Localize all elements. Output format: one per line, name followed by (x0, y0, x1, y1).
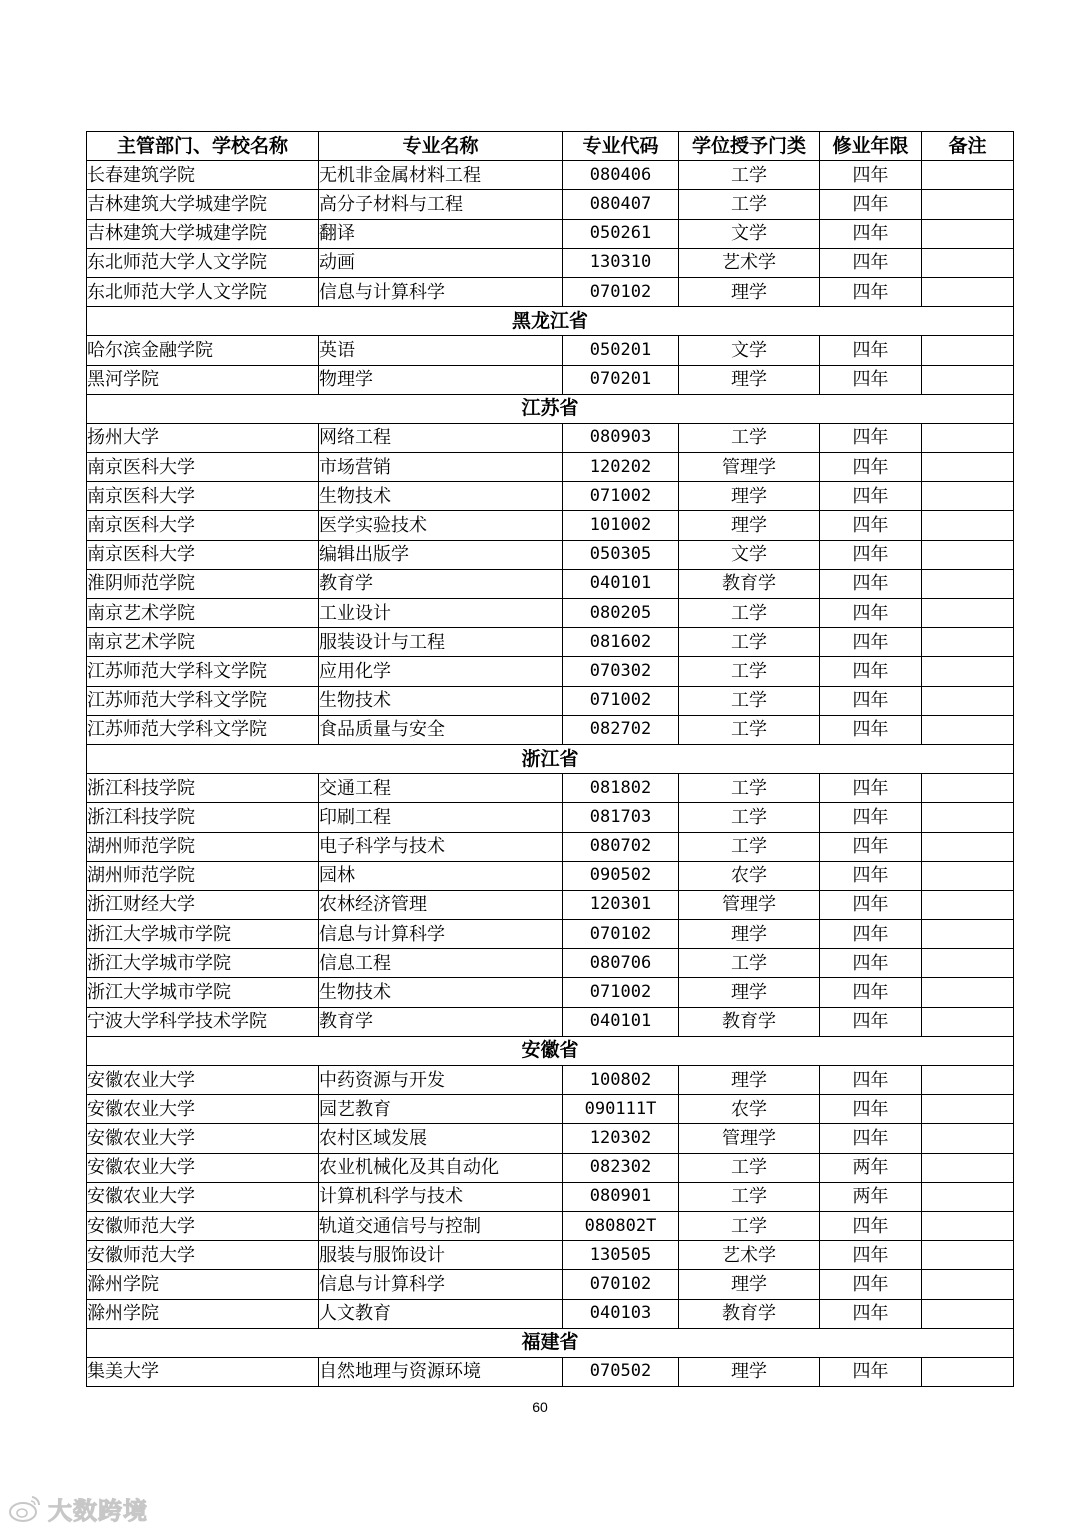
code-cell: 050201 (563, 336, 679, 365)
major-cell: 信息工程 (319, 949, 563, 978)
table-row (87, 1357, 1014, 1386)
degree-cell: 工学 (679, 190, 820, 219)
degree-cell: 工学 (679, 774, 820, 803)
school-cell: 滁州学院 (87, 1299, 319, 1328)
duration-cell: 四年 (820, 540, 922, 569)
header-remarks: 备注 (922, 132, 1014, 161)
remarks-cell (922, 715, 1014, 744)
school-cell: 南京医科大学 (87, 511, 319, 540)
remarks-cell (922, 920, 1014, 949)
major-cell: 高分子材料与工程 (319, 190, 563, 219)
degree-cell: 工学 (679, 686, 820, 715)
degree-cell: 工学 (679, 161, 820, 190)
school-cell: 南京医科大学 (87, 482, 319, 511)
code-cell: 071002 (563, 482, 679, 511)
major-cell: 编辑出版学 (319, 540, 563, 569)
remarks-cell (922, 832, 1014, 861)
duration-cell: 四年 (820, 686, 922, 715)
table-row (87, 715, 1014, 744)
major-cell: 生物技术 (319, 482, 563, 511)
school-cell: 浙江财经大学 (87, 890, 319, 919)
duration-cell: 四年 (820, 511, 922, 540)
school-cell: 南京艺术学院 (87, 628, 319, 657)
major-cell: 网络工程 (319, 423, 563, 452)
table-row (87, 453, 1014, 482)
degree-cell: 理学 (679, 365, 820, 394)
duration-cell: 四年 (820, 1211, 922, 1240)
degree-cell: 理学 (679, 1066, 820, 1095)
school-cell: 安徽农业大学 (87, 1124, 319, 1153)
duration-cell: 四年 (820, 190, 922, 219)
code-cell: 080205 (563, 599, 679, 628)
major-cell: 教育学 (319, 569, 563, 598)
degree-cell: 理学 (679, 511, 820, 540)
major-cell: 交通工程 (319, 774, 563, 803)
remarks-cell (922, 336, 1014, 365)
school-cell: 湖州师范学院 (87, 861, 319, 890)
code-cell: 082302 (563, 1153, 679, 1182)
degree-cell: 工学 (679, 1153, 820, 1182)
school-cell: 吉林建筑大学城建学院 (87, 190, 319, 219)
table-row (87, 277, 1014, 306)
degree-cell: 理学 (679, 978, 820, 1007)
duration-cell: 四年 (820, 774, 922, 803)
major-cell: 园林 (319, 861, 563, 890)
major-cell: 应用化学 (319, 657, 563, 686)
remarks-cell (922, 248, 1014, 277)
major-cell: 医学实验技术 (319, 511, 563, 540)
duration-cell: 四年 (820, 1066, 922, 1095)
code-cell: 080406 (563, 161, 679, 190)
table-row (87, 686, 1014, 715)
weibo-logo-icon (8, 1493, 42, 1523)
page-number: 60 (532, 1399, 548, 1415)
remarks-cell (922, 686, 1014, 715)
major-cell: 印刷工程 (319, 803, 563, 832)
province-heading: 浙江省 (87, 744, 1014, 773)
code-cell: 090502 (563, 861, 679, 890)
remarks-cell (922, 482, 1014, 511)
major-cell: 信息与计算科学 (319, 920, 563, 949)
duration-cell: 四年 (820, 920, 922, 949)
table-row (87, 190, 1014, 219)
code-cell: 101002 (563, 511, 679, 540)
remarks-cell (922, 365, 1014, 394)
code-cell: 070201 (563, 365, 679, 394)
remarks-cell (922, 569, 1014, 598)
code-cell: 082702 (563, 715, 679, 744)
school-cell: 安徽农业大学 (87, 1095, 319, 1124)
table-row (87, 1241, 1014, 1270)
remarks-cell (922, 1066, 1014, 1095)
degree-cell: 理学 (679, 482, 820, 511)
remarks-cell (922, 423, 1014, 452)
major-cell: 信息与计算科学 (319, 277, 563, 306)
duration-cell: 四年 (820, 1241, 922, 1270)
table-row (87, 774, 1014, 803)
duration-cell: 四年 (820, 1270, 922, 1299)
province-heading: 黑龙江省 (87, 307, 1014, 336)
duration-cell: 四年 (820, 1095, 922, 1124)
code-cell: 071002 (563, 686, 679, 715)
remarks-cell (922, 1095, 1014, 1124)
duration-cell: 四年 (820, 949, 922, 978)
remarks-cell (922, 511, 1014, 540)
degree-cell: 教育学 (679, 1007, 820, 1036)
school-cell: 哈尔滨金融学院 (87, 336, 319, 365)
province-heading: 福建省 (87, 1328, 1014, 1357)
remarks-cell (922, 219, 1014, 248)
school-cell: 安徽师范大学 (87, 1241, 319, 1270)
school-cell: 浙江科技学院 (87, 803, 319, 832)
school-cell: 安徽师范大学 (87, 1211, 319, 1240)
school-cell: 浙江科技学院 (87, 774, 319, 803)
province-row (87, 744, 1014, 773)
school-cell: 江苏师范大学科文学院 (87, 657, 319, 686)
majors-table (86, 131, 1014, 1387)
table-row (87, 1182, 1014, 1211)
remarks-cell (922, 628, 1014, 657)
major-cell: 物理学 (319, 365, 563, 394)
duration-cell: 四年 (820, 453, 922, 482)
duration-cell: 四年 (820, 1357, 922, 1386)
remarks-cell (922, 774, 1014, 803)
school-cell: 南京医科大学 (87, 540, 319, 569)
degree-cell: 工学 (679, 715, 820, 744)
province-row (87, 394, 1014, 423)
major-cell: 中药资源与开发 (319, 1066, 563, 1095)
major-cell: 生物技术 (319, 978, 563, 1007)
remarks-cell (922, 599, 1014, 628)
header-code: 专业代码 (563, 132, 679, 161)
table-header-row (87, 132, 1014, 161)
code-cell: 090111T (563, 1095, 679, 1124)
code-cell: 130505 (563, 1241, 679, 1270)
degree-cell: 文学 (679, 219, 820, 248)
code-cell: 080407 (563, 190, 679, 219)
code-cell: 040101 (563, 569, 679, 598)
header-school: 主管部门、学校名称 (87, 132, 319, 161)
remarks-cell (922, 861, 1014, 890)
table-row (87, 599, 1014, 628)
table-row (87, 540, 1014, 569)
watermark-text: 大数跨境 (48, 1496, 148, 1525)
province-row (87, 1328, 1014, 1357)
code-cell: 050305 (563, 540, 679, 569)
duration-cell: 四年 (820, 832, 922, 861)
degree-cell: 工学 (679, 423, 820, 452)
major-cell: 无机非金属材料工程 (319, 161, 563, 190)
major-cell: 农林经济管理 (319, 890, 563, 919)
code-cell: 081602 (563, 628, 679, 657)
major-cell: 工业设计 (319, 599, 563, 628)
code-cell: 070102 (563, 1270, 679, 1299)
major-cell: 翻译 (319, 219, 563, 248)
degree-cell: 工学 (679, 657, 820, 686)
code-cell: 081703 (563, 803, 679, 832)
code-cell: 080903 (563, 423, 679, 452)
degree-cell: 管理学 (679, 1124, 820, 1153)
degree-cell: 管理学 (679, 890, 820, 919)
remarks-cell (922, 453, 1014, 482)
code-cell: 080802T (563, 1211, 679, 1240)
remarks-cell (922, 978, 1014, 1007)
major-cell: 服装设计与工程 (319, 628, 563, 657)
code-cell: 130310 (563, 248, 679, 277)
school-cell: 安徽农业大学 (87, 1153, 319, 1182)
duration-cell: 四年 (820, 248, 922, 277)
major-cell: 市场营销 (319, 453, 563, 482)
header-degree: 学位授予门类 (679, 132, 820, 161)
degree-cell: 工学 (679, 628, 820, 657)
degree-cell: 农学 (679, 861, 820, 890)
degree-cell: 教育学 (679, 569, 820, 598)
degree-cell: 教育学 (679, 1299, 820, 1328)
school-cell: 淮阴师范学院 (87, 569, 319, 598)
major-cell: 服装与服饰设计 (319, 1241, 563, 1270)
remarks-cell (922, 1270, 1014, 1299)
major-cell: 自然地理与资源环境 (319, 1357, 563, 1386)
degree-cell: 文学 (679, 540, 820, 569)
duration-cell: 四年 (820, 715, 922, 744)
school-cell: 宁波大学科学技术学院 (87, 1007, 319, 1036)
table-row (87, 1211, 1014, 1240)
duration-cell: 四年 (820, 482, 922, 511)
school-cell: 浙江大学城市学院 (87, 920, 319, 949)
degree-cell: 工学 (679, 803, 820, 832)
code-cell: 070302 (563, 657, 679, 686)
table-row (87, 219, 1014, 248)
province-row (87, 307, 1014, 336)
duration-cell: 四年 (820, 978, 922, 1007)
remarks-cell (922, 890, 1014, 919)
duration-cell: 四年 (820, 890, 922, 919)
school-cell: 江苏师范大学科文学院 (87, 715, 319, 744)
code-cell: 120302 (563, 1124, 679, 1153)
table-row (87, 890, 1014, 919)
major-cell: 动画 (319, 248, 563, 277)
remarks-cell (922, 1182, 1014, 1211)
table-row (87, 1153, 1014, 1182)
school-cell: 南京医科大学 (87, 453, 319, 482)
remarks-cell (922, 1153, 1014, 1182)
remarks-cell (922, 1211, 1014, 1240)
duration-cell: 四年 (820, 803, 922, 832)
school-cell: 浙江大学城市学院 (87, 978, 319, 1007)
degree-cell: 农学 (679, 1095, 820, 1124)
table-row (87, 482, 1014, 511)
school-cell: 南京艺术学院 (87, 599, 319, 628)
table-row (87, 365, 1014, 394)
duration-cell: 四年 (820, 1124, 922, 1153)
degree-cell: 文学 (679, 336, 820, 365)
school-cell: 湖州师范学院 (87, 832, 319, 861)
major-cell: 信息与计算科学 (319, 1270, 563, 1299)
major-cell: 教育学 (319, 1007, 563, 1036)
code-cell: 070502 (563, 1357, 679, 1386)
duration-cell: 四年 (820, 861, 922, 890)
table-row (87, 1124, 1014, 1153)
code-cell: 040101 (563, 1007, 679, 1036)
duration-cell: 四年 (820, 657, 922, 686)
major-cell: 生物技术 (319, 686, 563, 715)
duration-cell: 四年 (820, 423, 922, 452)
degree-cell: 理学 (679, 1357, 820, 1386)
school-cell: 江苏师范大学科文学院 (87, 686, 319, 715)
table-body (87, 161, 1014, 1387)
degree-cell: 工学 (679, 599, 820, 628)
table-row (87, 1066, 1014, 1095)
degree-cell: 工学 (679, 832, 820, 861)
duration-cell: 四年 (820, 219, 922, 248)
header-major: 专业名称 (319, 132, 563, 161)
remarks-cell (922, 1241, 1014, 1270)
degree-cell: 艺术学 (679, 248, 820, 277)
code-cell: 100802 (563, 1066, 679, 1095)
code-cell: 120202 (563, 453, 679, 482)
table-row (87, 920, 1014, 949)
table-row (87, 1270, 1014, 1299)
major-cell: 园艺教育 (319, 1095, 563, 1124)
school-cell: 吉林建筑大学城建学院 (87, 219, 319, 248)
table-row (87, 949, 1014, 978)
remarks-cell (922, 190, 1014, 219)
degree-cell: 艺术学 (679, 1241, 820, 1270)
school-cell: 集美大学 (87, 1357, 319, 1386)
school-cell: 安徽农业大学 (87, 1066, 319, 1095)
major-cell: 人文教育 (319, 1299, 563, 1328)
remarks-cell (922, 540, 1014, 569)
code-cell: 070102 (563, 277, 679, 306)
table-row (87, 511, 1014, 540)
major-cell: 食品质量与安全 (319, 715, 563, 744)
degree-cell: 工学 (679, 1182, 820, 1211)
school-cell: 东北师范大学人文学院 (87, 277, 319, 306)
code-cell: 081802 (563, 774, 679, 803)
major-cell: 农村区域发展 (319, 1124, 563, 1153)
duration-cell: 四年 (820, 1007, 922, 1036)
duration-cell: 四年 (820, 628, 922, 657)
table-row (87, 161, 1014, 190)
major-cell: 电子科学与技术 (319, 832, 563, 861)
school-cell: 长春建筑学院 (87, 161, 319, 190)
header-duration: 修业年限 (820, 132, 922, 161)
duration-cell: 两年 (820, 1153, 922, 1182)
table-row (87, 628, 1014, 657)
table-row (87, 1299, 1014, 1328)
remarks-cell (922, 161, 1014, 190)
duration-cell: 四年 (820, 336, 922, 365)
province-heading: 江苏省 (87, 394, 1014, 423)
major-cell: 轨道交通信号与控制 (319, 1211, 563, 1240)
code-cell: 120301 (563, 890, 679, 919)
duration-cell: 四年 (820, 599, 922, 628)
table-row (87, 832, 1014, 861)
table-row (87, 978, 1014, 1007)
duration-cell: 四年 (820, 1299, 922, 1328)
remarks-cell (922, 803, 1014, 832)
school-cell: 黑河学院 (87, 365, 319, 394)
code-cell: 080901 (563, 1182, 679, 1211)
school-cell: 东北师范大学人文学院 (87, 248, 319, 277)
degree-cell: 理学 (679, 1270, 820, 1299)
province-row (87, 1036, 1014, 1065)
remarks-cell (922, 949, 1014, 978)
major-cell: 计算机科学与技术 (319, 1182, 563, 1211)
remarks-cell (922, 1357, 1014, 1386)
table-row (87, 1007, 1014, 1036)
degree-cell: 工学 (679, 949, 820, 978)
remarks-cell (922, 1124, 1014, 1153)
province-heading: 安徽省 (87, 1036, 1014, 1065)
degree-cell: 管理学 (679, 453, 820, 482)
watermark (8, 1490, 148, 1526)
code-cell: 071002 (563, 978, 679, 1007)
table-row (87, 569, 1014, 598)
remarks-cell (922, 277, 1014, 306)
remarks-cell (922, 1299, 1014, 1328)
table-row (87, 657, 1014, 686)
degree-cell: 工学 (679, 1211, 820, 1240)
school-cell: 安徽农业大学 (87, 1182, 319, 1211)
table-row (87, 861, 1014, 890)
code-cell: 080706 (563, 949, 679, 978)
degree-cell: 理学 (679, 920, 820, 949)
major-cell: 英语 (319, 336, 563, 365)
school-cell: 浙江大学城市学院 (87, 949, 319, 978)
table-row (87, 803, 1014, 832)
table-row (87, 248, 1014, 277)
duration-cell: 四年 (820, 569, 922, 598)
duration-cell: 两年 (820, 1182, 922, 1211)
remarks-cell (922, 657, 1014, 686)
table-row (87, 1095, 1014, 1124)
school-cell: 滁州学院 (87, 1270, 319, 1299)
code-cell: 050261 (563, 219, 679, 248)
duration-cell: 四年 (820, 365, 922, 394)
remarks-cell (922, 1007, 1014, 1036)
duration-cell: 四年 (820, 277, 922, 306)
code-cell: 080702 (563, 832, 679, 861)
code-cell: 040103 (563, 1299, 679, 1328)
major-cell: 农业机械化及其自动化 (319, 1153, 563, 1182)
degree-cell: 理学 (679, 277, 820, 306)
table-row (87, 423, 1014, 452)
code-cell: 070102 (563, 920, 679, 949)
duration-cell: 四年 (820, 161, 922, 190)
table-row (87, 336, 1014, 365)
school-cell: 扬州大学 (87, 423, 319, 452)
